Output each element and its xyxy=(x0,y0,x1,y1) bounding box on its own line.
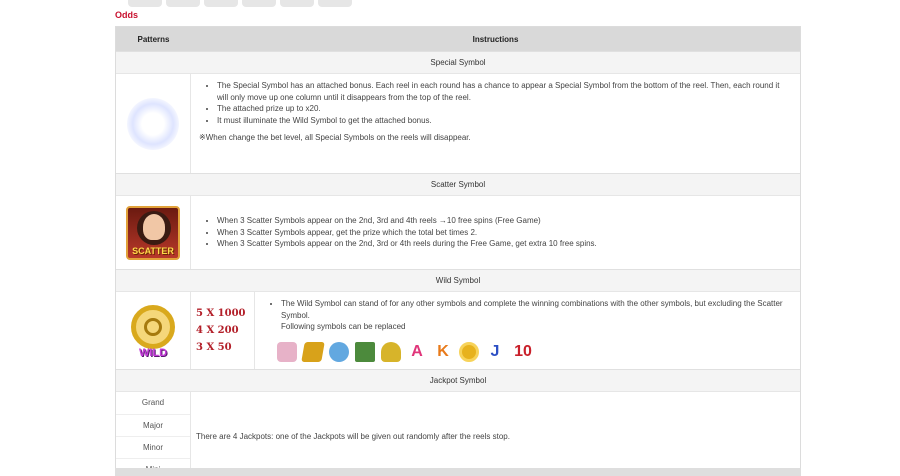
glow-orb-icon xyxy=(127,98,179,150)
footer-bar xyxy=(115,468,801,476)
payout-5: 5 X 1000 xyxy=(196,308,246,319)
wild-payouts xyxy=(191,292,255,369)
wild-symbol-row xyxy=(116,291,800,369)
payout-3: 3 X 50 xyxy=(196,342,232,353)
gold-coin-icon xyxy=(459,342,479,362)
wild-symbol-text xyxy=(255,292,800,369)
jackpot-row xyxy=(116,391,800,476)
letter-j-icon: J xyxy=(490,342,500,360)
wild-symbol-cell xyxy=(116,292,191,369)
jewel-chest-icon xyxy=(277,342,297,362)
odds-title: Odds xyxy=(115,10,139,20)
special-symbol-title: Special Symbol xyxy=(116,51,800,73)
scatter-bullet: • When 3 Scatter Symbols appear on the 2nd, 3rd or 4th reels during the Free Game, get extra 10 free spins. xyxy=(217,238,597,250)
special-bullet: • It must illuminate the Wild Symbol to get the attached bonus. xyxy=(217,115,792,127)
letter-k-icon: K xyxy=(437,342,449,360)
special-symbol-text xyxy=(191,74,800,173)
letter-a-icon: A xyxy=(411,342,423,360)
wild-icon-label: WILD xyxy=(138,346,168,359)
scatter-bullet: • When 3 Scatter Symbols appear, get the prize which the total bet times 2. xyxy=(217,227,597,239)
blue-gem-icon xyxy=(329,342,349,362)
number-10-icon: 10 xyxy=(514,342,532,360)
jackpot-level-minor: Minor xyxy=(116,436,190,458)
jackpot-levels xyxy=(116,392,191,476)
payout-4: 4 X 200 xyxy=(196,325,239,336)
scatter-symbol-title: Scatter Symbol xyxy=(116,173,800,195)
table-header xyxy=(116,27,800,51)
scatter-symbol-cell xyxy=(116,196,191,269)
header-patterns: Patterns xyxy=(137,34,170,44)
scatter-bullet: • When 3 Scatter Symbols appear on the 2nd, 3rd and 4th reels →10 free spins (Free Game) xyxy=(217,215,597,227)
jackpot-level-major: Major xyxy=(116,414,190,436)
scatter-icon xyxy=(126,206,180,260)
scatter-symbol-text xyxy=(191,196,800,269)
wild-symbol-title: Wild Symbol xyxy=(116,269,800,291)
scatter-icon-label: SCATTER xyxy=(132,245,174,256)
replaceable-symbols xyxy=(277,342,792,362)
special-symbol-row xyxy=(116,73,800,173)
replace-label: Following symbols can be replaced xyxy=(281,322,406,331)
header-instructions: Instructions xyxy=(472,34,519,44)
scatter-symbol-row xyxy=(116,195,800,269)
wild-icon xyxy=(125,303,181,359)
gold-bell-icon xyxy=(381,342,401,362)
special-bullet: • The attached prize up to x20. xyxy=(217,103,792,115)
paytable xyxy=(115,26,801,476)
special-note: ※When change the bet level, all Special Symbols on the reels will disappear. xyxy=(199,133,471,142)
special-symbol-icon xyxy=(116,74,191,173)
gold-bar-icon xyxy=(301,342,325,362)
cash-stack-icon xyxy=(355,342,375,362)
jackpot-text: There are 4 Jackpots: one of the Jackpots will be given out randomly after the reels stop. xyxy=(196,431,510,441)
jackpot-symbol-title: Jackpot Symbol xyxy=(116,369,800,391)
top-decoration xyxy=(128,0,388,2)
special-bullet: • The Special Symbol has an attached bonus. Each reel in each round has a chance to appear a Special Symbol from the bottom of the reel. Then, each round it will only move up one column until it disappears from the top of the reel. xyxy=(217,80,792,103)
jackpot-level-grand: Grand xyxy=(141,398,165,407)
wild-bullet: • The Wild Symbol can stand of for any other symbols and complete the winning combinations with the other symbols, but excluding the Scatter Symbol. xyxy=(281,298,792,321)
